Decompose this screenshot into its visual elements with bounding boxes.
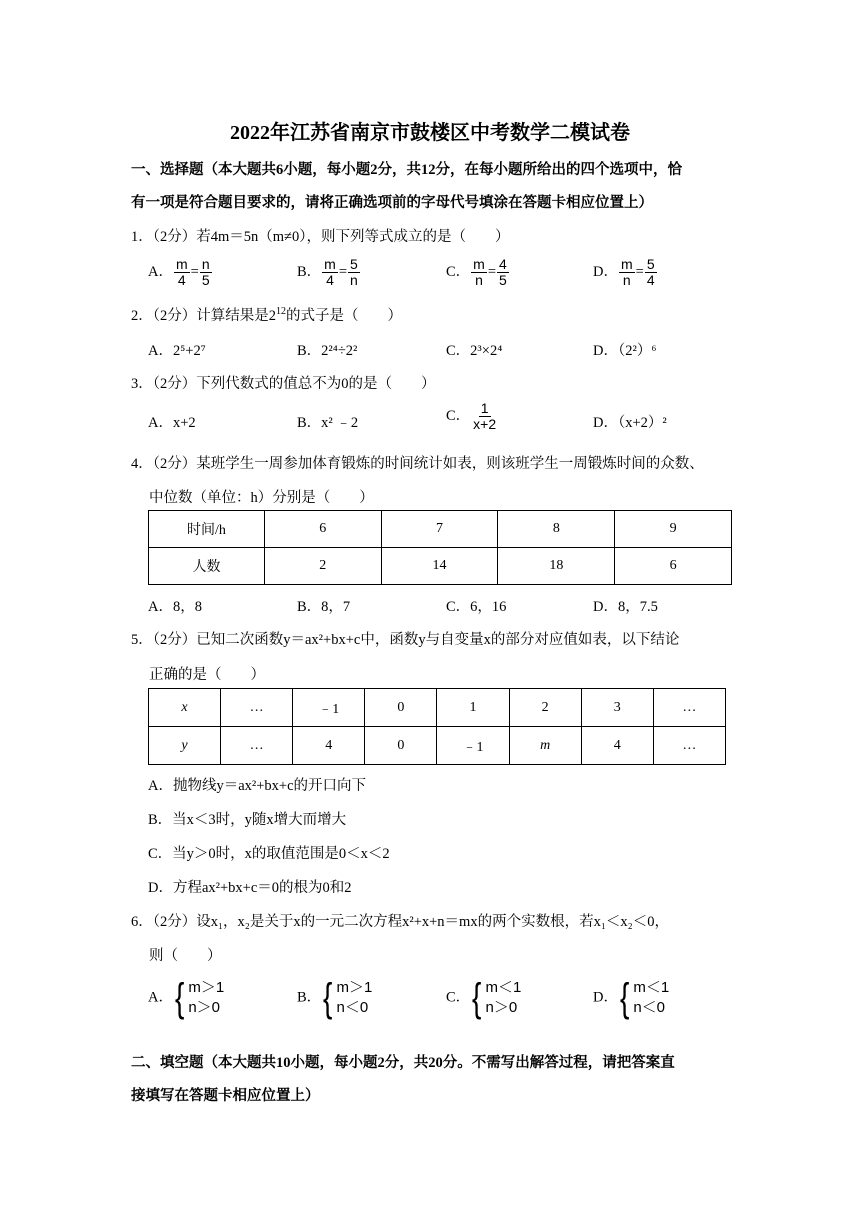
- q3-option-a: A．x+2: [148, 415, 196, 431]
- fraction: [174, 257, 190, 288]
- option-label: D．: [593, 989, 618, 1006]
- table-cell: m: [509, 727, 581, 765]
- fraction: [471, 257, 487, 288]
- denominator: x+2: [473, 416, 497, 432]
- table-cell: …: [221, 727, 293, 765]
- q2-stem-exponent: 12: [276, 306, 286, 317]
- q2-option-d: D．（2²）⁶: [593, 343, 657, 359]
- numerator: m: [473, 256, 485, 272]
- q2-option-b: B．2²⁴÷2²: [297, 343, 358, 359]
- numerator: 4: [499, 256, 507, 272]
- table-row: [149, 511, 732, 548]
- numerator: m: [324, 256, 336, 272]
- table-row: [149, 689, 726, 727]
- option-label: A．: [148, 989, 173, 1006]
- q4-table: [148, 510, 732, 585]
- option-label: A．: [148, 263, 173, 280]
- table-cell: 18: [498, 548, 615, 585]
- q5-option-a: A．抛物线y＝ax²+bx+c的开口向下: [148, 778, 367, 794]
- fraction: [619, 257, 635, 288]
- option-label: C．: [446, 263, 471, 280]
- q5-option-d: D．方程ax²+bx+c＝0的根为0和2: [148, 880, 352, 896]
- table-cell: …: [653, 727, 725, 765]
- system-line: m＜1: [485, 979, 522, 996]
- system-line: m＞1: [188, 979, 225, 996]
- denominator: n: [475, 272, 483, 288]
- numerator: 1: [480, 400, 489, 416]
- denominator: 5: [201, 272, 210, 288]
- denominator: 4: [326, 272, 334, 288]
- fraction: [200, 257, 212, 288]
- table-cell: 0: [365, 689, 437, 727]
- equation-system: [173, 978, 224, 1018]
- brace-icon: {: [174, 976, 185, 1020]
- system-line: n＜0: [633, 999, 666, 1016]
- q3-option-d: D．（x+2）²: [593, 415, 667, 431]
- table-cell: ﹣1: [437, 727, 509, 765]
- brace-icon: {: [323, 976, 333, 1020]
- table-cell: 14: [381, 548, 498, 585]
- q5-stem-line2: 正确的是（ ）: [149, 667, 265, 683]
- q3-stem: 3．（2分）下列代数式的值总不为0的是（ ）: [131, 376, 436, 392]
- table-cell: x: [149, 689, 221, 727]
- q1-stem: 1．（2分）若4m＝5n（m≠0），则下列等式成立的是（ ）: [131, 229, 510, 245]
- system-line: n＞0: [485, 999, 518, 1016]
- denominator: 4: [177, 272, 186, 288]
- q4-option-b: B．8，7: [297, 599, 351, 615]
- option-label: D．: [593, 263, 618, 280]
- q4-option-a: A．8，8: [148, 599, 202, 615]
- q6-option-b: [297, 978, 372, 1018]
- page-title: 2022年江苏省南京市鼓楼区中考数学二模试卷: [230, 122, 630, 144]
- q2-option-c: C．2³×2⁴: [446, 343, 503, 359]
- numerator: m: [620, 256, 633, 272]
- q6-option-c: [446, 978, 521, 1018]
- table-cell: 人数: [149, 548, 265, 585]
- q6-option-d: [593, 978, 669, 1018]
- equation-system: [618, 978, 669, 1018]
- q3-option-c: [446, 401, 499, 432]
- q6-stem-line2: 则（ ）: [149, 948, 222, 964]
- q2-stem-pre: 2．（2分）计算结果是2: [131, 308, 276, 324]
- denominator: n: [350, 272, 358, 288]
- brace-icon: {: [472, 976, 482, 1020]
- q2-stem: [131, 304, 402, 325]
- section2-heading-line2: 接填写在答题卡相应位置上）: [131, 1088, 320, 1104]
- q1-option-b: B． $\frac{m}{4}$ = $\frac{5}{n}$: [297, 256, 358, 288]
- table-cell: 8: [498, 511, 615, 548]
- table-cell: 6: [615, 548, 732, 585]
- table-cell: 时间/h: [149, 511, 265, 548]
- system-line: m＞1: [336, 979, 373, 996]
- table-row: [149, 727, 726, 765]
- denominator: 4: [646, 272, 655, 288]
- q6-stem-line1: 6．（2分）设x₁，x₂是关于x的一元二次方程x²+x+n＝mx的两个实数根，若x₁＜x₂＜0，: [131, 914, 669, 930]
- q6-option-a: [148, 978, 224, 1018]
- system-line: n＞0: [188, 999, 221, 1016]
- q4-stem-line1: 4．（2分）某班学生一周参加体育锻炼的时间统计如表，则该班学生一周锻炼时间的众数、: [131, 456, 704, 472]
- equation-system: [321, 978, 372, 1018]
- section2-heading-line1: 二、填空题（本大题共10小题，每小题2分，共20分。不需写出解答过程，请把答案直: [131, 1055, 675, 1071]
- table-cell: …: [221, 689, 293, 727]
- table-cell: 2: [509, 689, 581, 727]
- table-cell: 2: [264, 548, 381, 585]
- table-cell: ﹣1: [293, 689, 365, 727]
- option-label: B．: [297, 263, 322, 280]
- numerator: n: [201, 256, 210, 272]
- q2-option-a: A．2⁵+2⁷: [148, 343, 206, 359]
- table-cell: 4: [293, 727, 365, 765]
- q5-stem-line1: 5．（2分）已知二次函数y＝ax²+bx+c中，函数y与自变量x的部分对应值如表，以下结论: [131, 632, 680, 648]
- table-cell: 1: [437, 689, 509, 727]
- table-cell: …: [653, 689, 725, 727]
- q5-table: [148, 688, 726, 765]
- table-cell: 6: [264, 511, 381, 548]
- system-line: m＜1: [633, 979, 670, 996]
- q4-option-d: D．8，7.5: [593, 599, 658, 615]
- fraction: [322, 257, 338, 288]
- q4-option-c: C．6，16: [446, 599, 507, 615]
- q5-option-b: B．当x＜3时，y随x增大而增大: [148, 812, 347, 828]
- q1-option-c: C． $\frac{m}{n}$ = $\frac{4}{5}$: [446, 256, 507, 288]
- equation-system: [470, 978, 521, 1018]
- fraction: [497, 257, 509, 288]
- q3-option-b: B．x² ﹣2: [297, 415, 359, 431]
- option-label: B．: [297, 989, 322, 1006]
- table-cell: 4: [581, 727, 653, 765]
- fraction: [348, 257, 360, 288]
- q1-option-d: D． $\frac{m}{n}$ = $\frac{5}{4}$: [593, 256, 655, 288]
- table-cell: y: [149, 727, 221, 765]
- q5-option-c: C．当y＞0时，x的取值范围是0＜x＜2: [148, 846, 390, 862]
- table-cell: 7: [381, 511, 498, 548]
- section1-heading-line1: 一、选择题（本大题共6小题，每小题2分，共12分，在每小题所给出的四个选项中，恰: [131, 162, 682, 178]
- q4-stem-line2: 中位数（单位：h）分别是（ ）: [149, 490, 374, 506]
- fraction: [645, 257, 657, 288]
- option-label: C．: [446, 407, 471, 424]
- table-cell: 9: [615, 511, 732, 548]
- table-row: [149, 548, 732, 585]
- denominator: 5: [499, 272, 507, 288]
- q1-option-a: A． $\frac{m}{4}$ = $\frac{n}{5}$: [148, 256, 210, 288]
- option-label: C．: [446, 989, 471, 1006]
- denominator: n: [622, 272, 631, 288]
- table-cell: 0: [365, 727, 437, 765]
- numerator: 5: [646, 256, 655, 272]
- q2-stem-post: 的式子是（ ）: [286, 308, 402, 324]
- numerator: 5: [350, 256, 358, 272]
- brace-icon: {: [619, 976, 630, 1020]
- section1-heading-line2: 有一项是符合题目要求的，请将正确选项前的字母代号填涂在答题卡相应位置上）: [131, 195, 653, 211]
- table-cell: 3: [581, 689, 653, 727]
- fraction: [471, 401, 498, 432]
- numerator: m: [175, 256, 188, 272]
- system-line: n＜0: [336, 999, 369, 1016]
